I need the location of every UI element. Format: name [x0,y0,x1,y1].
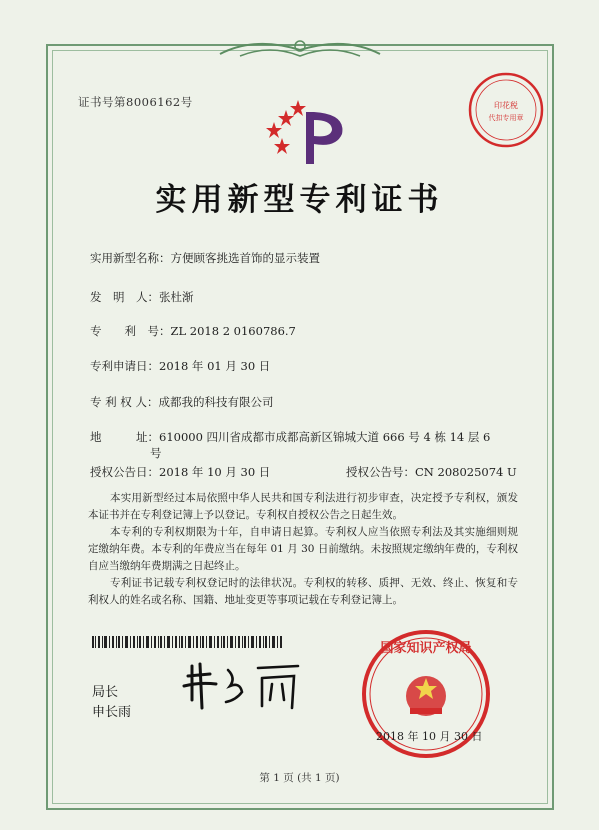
seal-date: 2018 年 10 月 30 日 [376,730,483,743]
signature-name: 申长雨 [92,705,132,720]
tax-stamp-icon [466,70,546,150]
paragraph-2: 本专利的专利权期限为十年，自申请日起算。专利权人应当依照专利法及其实施细则规定缴纳年费。本专利的年费应当在每年 01 月 30 日前缴纳。未按照规定缴纳年费的，专利权自应当缴纳年费期满之日起终止。 [88,526,518,572]
field-grant-number-label: 授权公告号： [346,465,415,479]
field-filing-date [90,358,270,374]
field-inventor [90,289,194,305]
handwritten-signature-icon [180,656,305,714]
field-patentee [90,394,273,410]
field-grant-number-value: CN 208025074 U [415,465,517,479]
field-filing-date-label: 专利申请日： [90,359,159,373]
field-inventor-value: 张杜渐 [159,290,194,304]
field-grant-number [346,464,517,480]
field-inventor-label: 发 明 人： [90,290,159,304]
seal-text: 国家知识产权局 [380,641,472,656]
tax-stamp-center1: 印花税 [494,101,518,110]
field-address-value-line1: 610000 四川省成都市成都高新区锦城大道 666 号 4 栋 14 层 6 [159,430,491,444]
field-patentee-value: 成都我的科技有限公司 [158,395,274,409]
certificate-title: 实用新型专利证书 [155,182,444,218]
field-address [90,429,490,445]
signature-title-director: 局长 [92,685,119,700]
certificate-number: 证书号第8006162号 [78,95,193,109]
field-filing-date-value: 2018 年 01 月 30 日 [159,359,271,373]
field-grant-date-value: 2018 年 10 月 30 日 [159,465,271,479]
field-patent-number-value: ZL 2018 2 0160786.7 [170,324,296,338]
field-patent-number [90,323,296,339]
cnipa-logo-icon [262,92,352,170]
page-number: 第 1 页 (共 1 页) [259,772,340,784]
field-address-line2: 号 [150,446,162,460]
barcode-icon [92,636,282,648]
field-name-value: 方便顾客挑选首饰的显示装置 [170,251,320,265]
field-address-label: 地 址： [90,430,159,444]
paragraph-1: 本实用新型经过本局依照中华人民共和国专利法进行初步审查，决定授予专利权，颁发本证书并在专利登记簿上予以登记。专利权自授权公告之日起生效。 [88,492,518,521]
field-name-label: 实用新型名称： [90,251,171,265]
field-name [90,250,320,266]
tax-stamp-center2: 代扣专用章 [488,114,524,122]
field-grant-date-label: 授权公告日： [90,465,159,479]
field-patent-number-label: 专 利 号： [90,324,171,338]
field-patentee-label: 专 利 权 人： [90,395,159,409]
field-grant-date [90,464,270,480]
paragraph-3: 专利证书记载专利权登记时的法律状况。专利权的转移、质押、无效、终止、恢复和专利权人的姓名或名称、国籍、地址变更等事项记载在专利登记簿上。 [88,577,518,606]
top-ornament-icon [210,34,390,62]
